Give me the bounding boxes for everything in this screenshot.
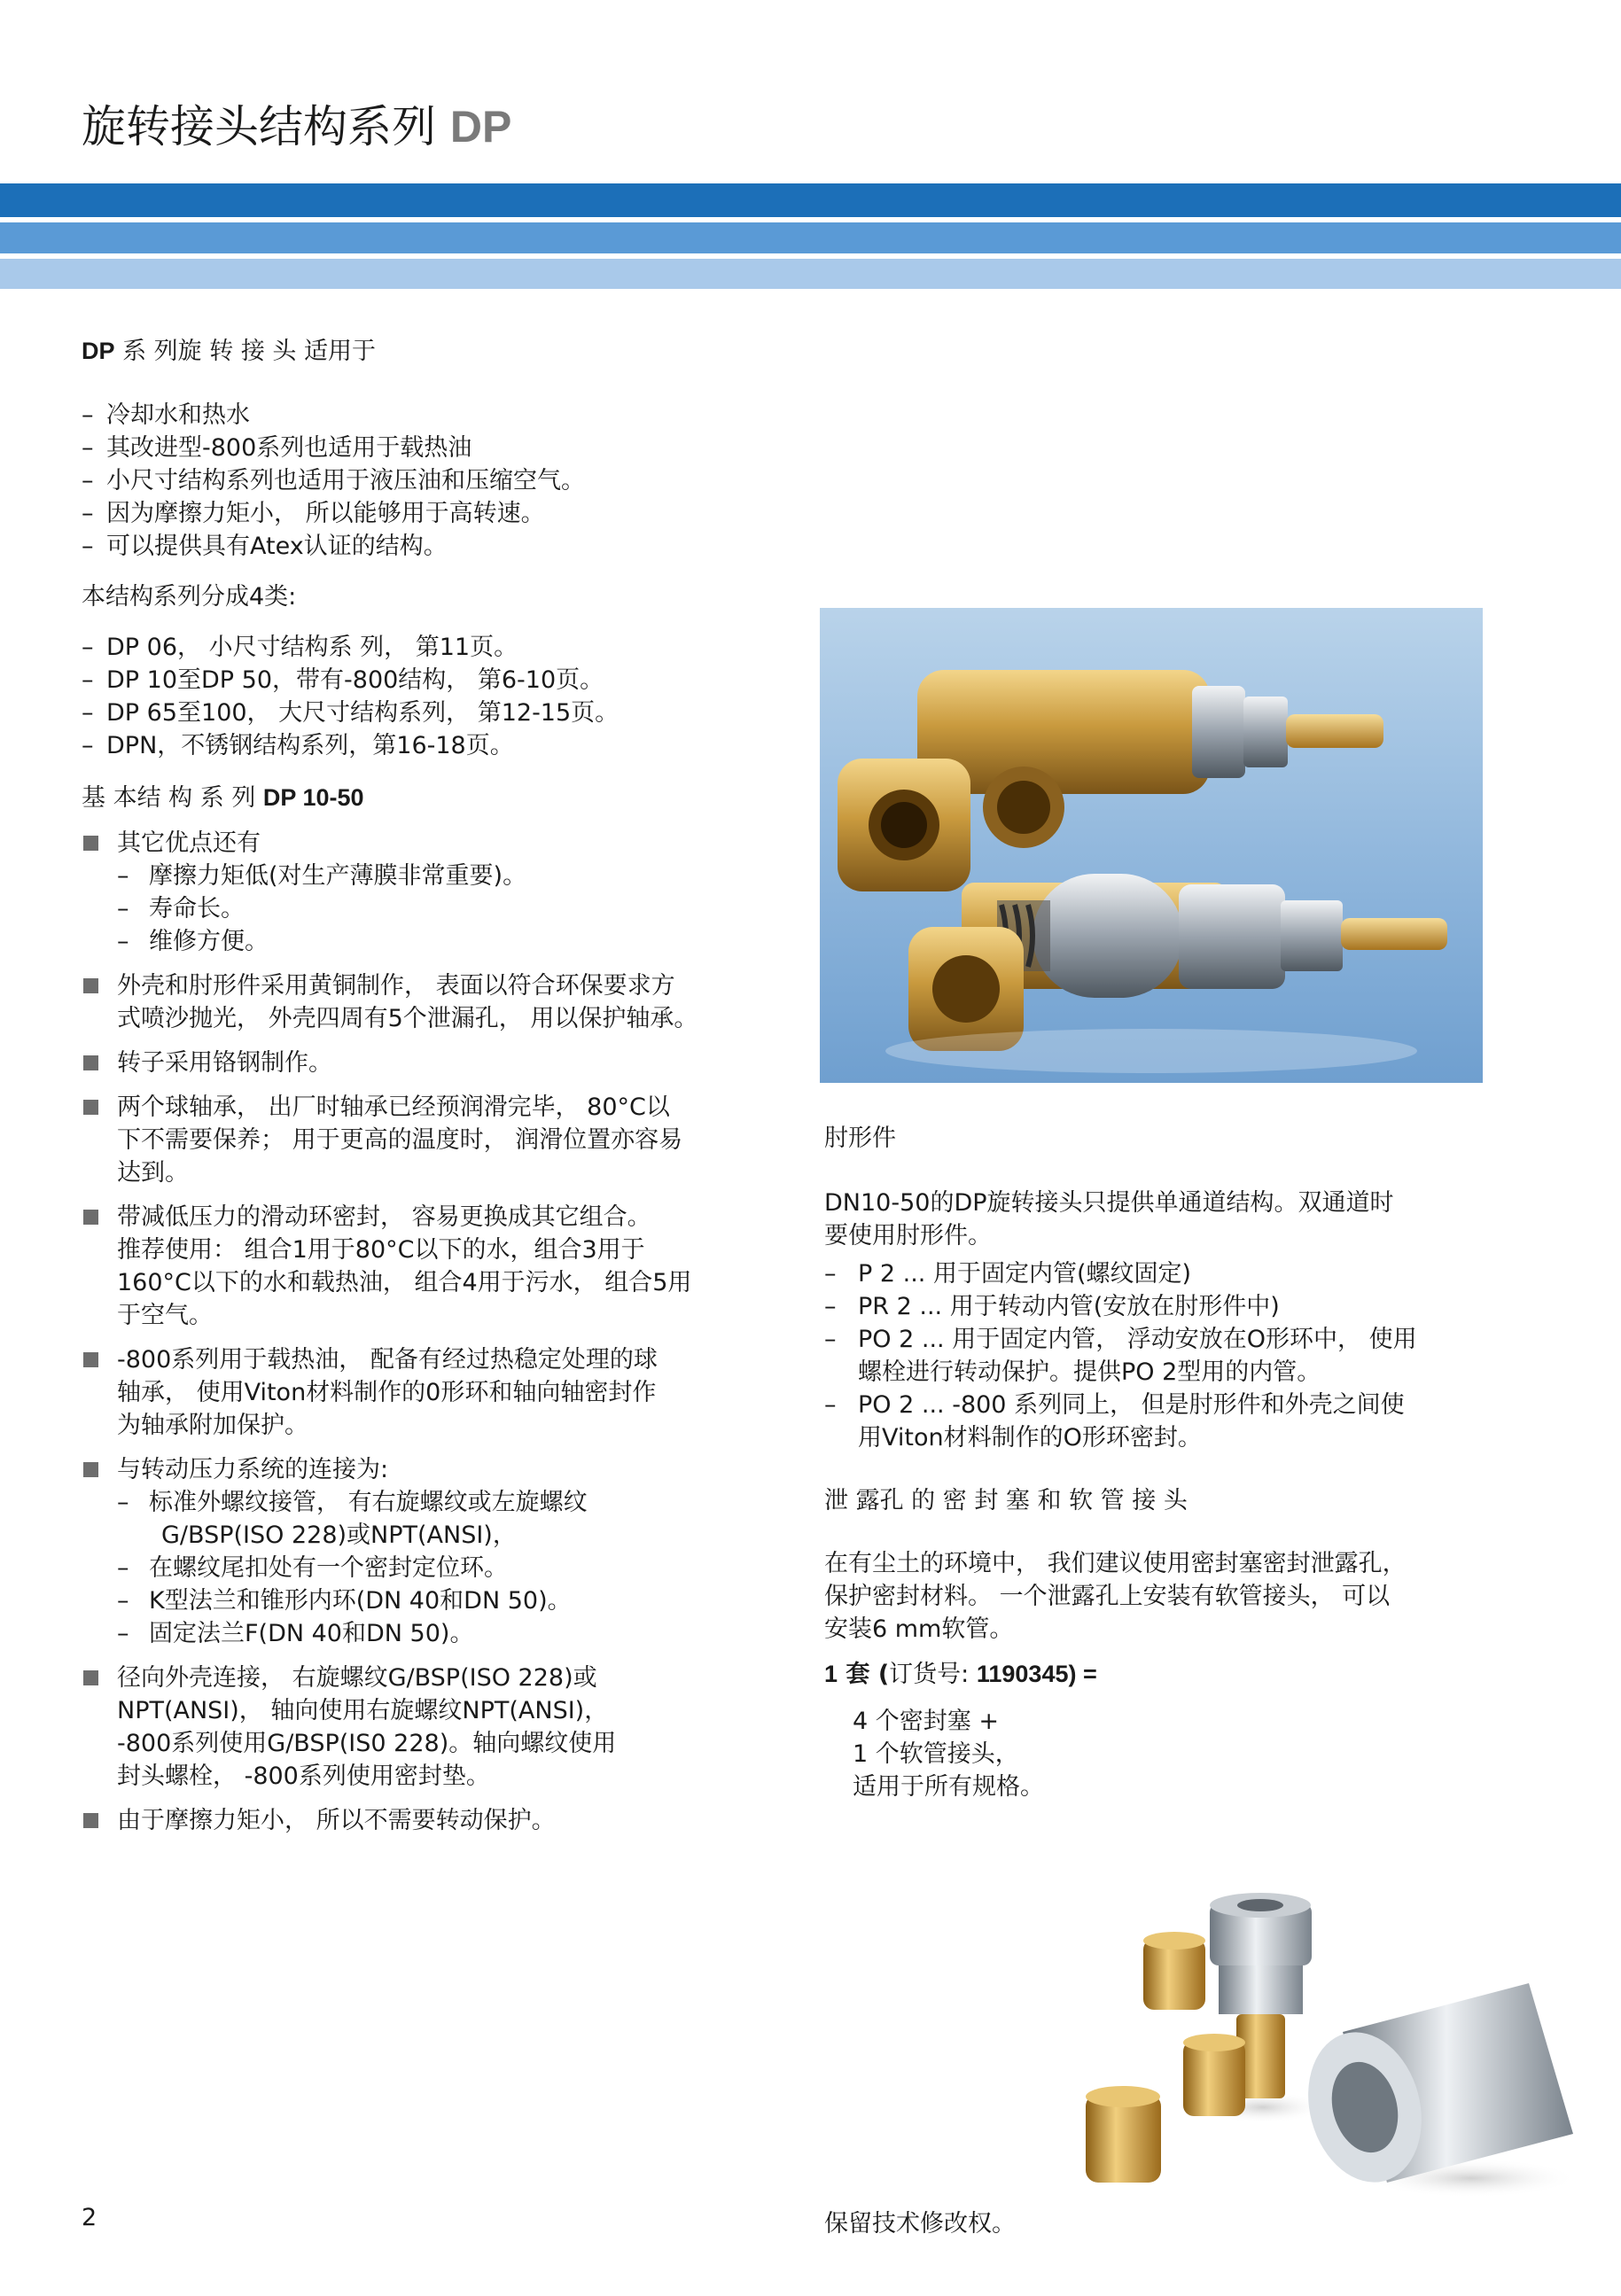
list-item: – 冷却水和热水 xyxy=(82,399,791,432)
page-number: 2 xyxy=(82,2204,97,2231)
right-column xyxy=(824,1122,1516,1803)
plugs-illustration xyxy=(1077,1886,1591,2214)
header-band-light xyxy=(0,259,1621,289)
list-item: – 在螺纹尾扣处有一个密封定位环。 xyxy=(117,1552,791,1584)
rotary-joint-photo xyxy=(820,608,1483,1083)
leak-description: 在有尘土的环境中， 我们建议使用密封塞密封泄露孔， 保护密封材料。 一个泄露孔上安装有软管接头， 可以 安装6 mm软管。 xyxy=(824,1550,1407,1643)
sub-list xyxy=(117,860,791,958)
feature-item: 带减低压力的滑动环密封， 容易更换成其它组合。 推荐使用： 组合1用于80°C以下的水，组合3用于 160°C以下的水和载热油， 组合4用于污水， 组合5用 于空气。 xyxy=(82,1201,791,1332)
list-item: – K型法兰和锥形内环(DN 40和DN 50)。 xyxy=(117,1584,791,1617)
sub-list xyxy=(117,1486,791,1650)
uses-list xyxy=(82,399,791,563)
square-bullet-icon xyxy=(83,978,98,993)
list-item: – 寿命长。 xyxy=(117,892,791,925)
feature-item: 径向外壳连接， 右旋螺纹G/BSP(ISO 228)或 NPT(ANSI)， 轴向使用右旋螺纹NPT(ANSI)， -800系列使用G/BSP(IS0 228)。轴向螺纹使用 封头螺栓， -800系列使用密封垫。 xyxy=(82,1662,791,1793)
square-bullet-icon xyxy=(83,1100,98,1115)
list-item: – 摩擦力矩低(对生产薄膜非常重要)。 xyxy=(117,860,791,892)
elbow-description: DN10-50的DP旋转接头只提供单通道结构。双通道时 要使用肘形件。 xyxy=(824,1189,1394,1249)
feature-item: 两个球轴承， 出厂时轴承已经预润滑完毕， 80°C以 下不需要保养； 用于更高的温度时， 润滑位置亦容易 达到。 xyxy=(82,1091,791,1189)
feature-item: 其它优点还有 – 摩擦力矩低(对生产薄膜非常重要)。 – 寿命长。 – 维修方便。 xyxy=(82,827,791,958)
order-set-line: 1 套 (订货号: 1190345) = xyxy=(824,1661,1097,1688)
set-contents: 4 个密封塞 + 1 个软管接头， 适用于所有规格。 xyxy=(853,1708,1044,1801)
list-item: – DP 06， 小尺寸结构系 列， 第11页。 xyxy=(82,631,791,664)
list-item: – DP 10至DP 50，带有-800结构， 第6-10页。 xyxy=(82,664,791,697)
list-item: – 小尺寸结构系列也适用于液压油和压缩空气。 xyxy=(82,464,791,497)
list-item: – 可以提供具有Atex认证的结构。 xyxy=(82,530,791,563)
intro-heading: DP 系 列旋 转 接 头 适用于 xyxy=(82,338,377,365)
feature-item: -800系列用于载热油， 配备有经过热稳定处理的球 轴承， 使用Viton材料制作的0形环和轴向轴密封作 为轴承附加保护。 xyxy=(82,1343,791,1442)
square-bullet-icon xyxy=(83,1210,98,1225)
title-text: 旋转接头结构系列 xyxy=(82,101,436,152)
list-item: – DP 65至100， 大尺寸结构系列， 第12-15页。 xyxy=(82,697,791,729)
elbow-heading: 肘形件 xyxy=(824,1125,896,1152)
categories-list xyxy=(82,631,791,762)
leak-heading: 泄 露孔 的 密 封 塞 和 软 管 接 头 xyxy=(824,1487,1188,1514)
features-list xyxy=(82,827,791,1837)
feature-item: 与转动压力系统的连接为: – 标准外螺纹接管， 有右旋螺纹或左旋螺纹 G/BSP(ISO 228)或NPT(ANSI)， – 在螺纹尾扣处有一个密封定位环。 – K型法兰和锥形内环(DN 40和DN 50)。 – 固定法兰F(DN 40和DN 50)。 xyxy=(82,1453,791,1650)
header-band-mid xyxy=(0,222,1621,253)
plugs-and-hose-fitting-photo xyxy=(1077,1886,1591,2214)
feature-item: 由于摩擦力矩小， 所以不需要转动保护。 xyxy=(82,1804,791,1837)
list-item: – 因为摩擦力矩小， 所以能够用于高转速。 xyxy=(82,497,791,530)
square-bullet-icon xyxy=(83,1462,98,1477)
elbow-types-list xyxy=(824,1257,1516,1454)
list-item: – PO 2 ... 用于固定内管， 浮动安放在O形环中， 使用 螺栓进行转动保护。提供PO 2型用的内管。 xyxy=(824,1323,1516,1389)
square-bullet-icon xyxy=(83,1352,98,1367)
square-bullet-icon xyxy=(83,1670,98,1685)
basic-series-heading: 基 本结 构 系 列 DP 10-50 xyxy=(82,784,364,812)
list-item: – DPN，不锈钢结构系列，第16-18页。 xyxy=(82,729,791,762)
rotary-joint-illustration xyxy=(820,608,1483,1083)
list-item: – PR 2 ... 用于转动内管(安放在肘形件中) xyxy=(824,1290,1516,1323)
square-bullet-icon xyxy=(83,1813,98,1828)
list-item: – P 2 ... 用于固定内管(螺纹固定) xyxy=(824,1257,1516,1290)
list-item: – 标准外螺纹接管， 有右旋螺纹或左旋螺纹 G/BSP(ISO 228)或NPT(ANSI)， xyxy=(117,1486,791,1552)
square-bullet-icon xyxy=(83,836,98,851)
footer-note: 保留技术修改权。 xyxy=(824,2210,1016,2238)
list-item: – 维修方便。 xyxy=(117,925,791,958)
feature-item: 外壳和肘形件采用黄铜制作， 表面以符合环保要求方 式喷沙抛光， 外壳四周有5个泄漏孔， 用以保护轴承。 xyxy=(82,969,791,1035)
title-code: DP xyxy=(449,102,512,152)
page-title xyxy=(82,101,512,152)
categories-heading: 本结构系列分成4类: xyxy=(82,583,297,611)
list-item: – 固定法兰F(DN 40和DN 50)。 xyxy=(117,1617,791,1650)
feature-item: 转子采用铬钢制作。 xyxy=(82,1047,791,1079)
square-bullet-icon xyxy=(83,1055,98,1070)
header-band-dark xyxy=(0,183,1621,217)
list-item: – 其改进型-800系列也适用于载热油 xyxy=(82,432,791,464)
left-column xyxy=(82,335,791,1848)
list-item: – PO 2 ... -800 系列同上， 但是肘形件和外壳之间使 用Viton材料制作的O形环密封。 xyxy=(824,1389,1516,1454)
